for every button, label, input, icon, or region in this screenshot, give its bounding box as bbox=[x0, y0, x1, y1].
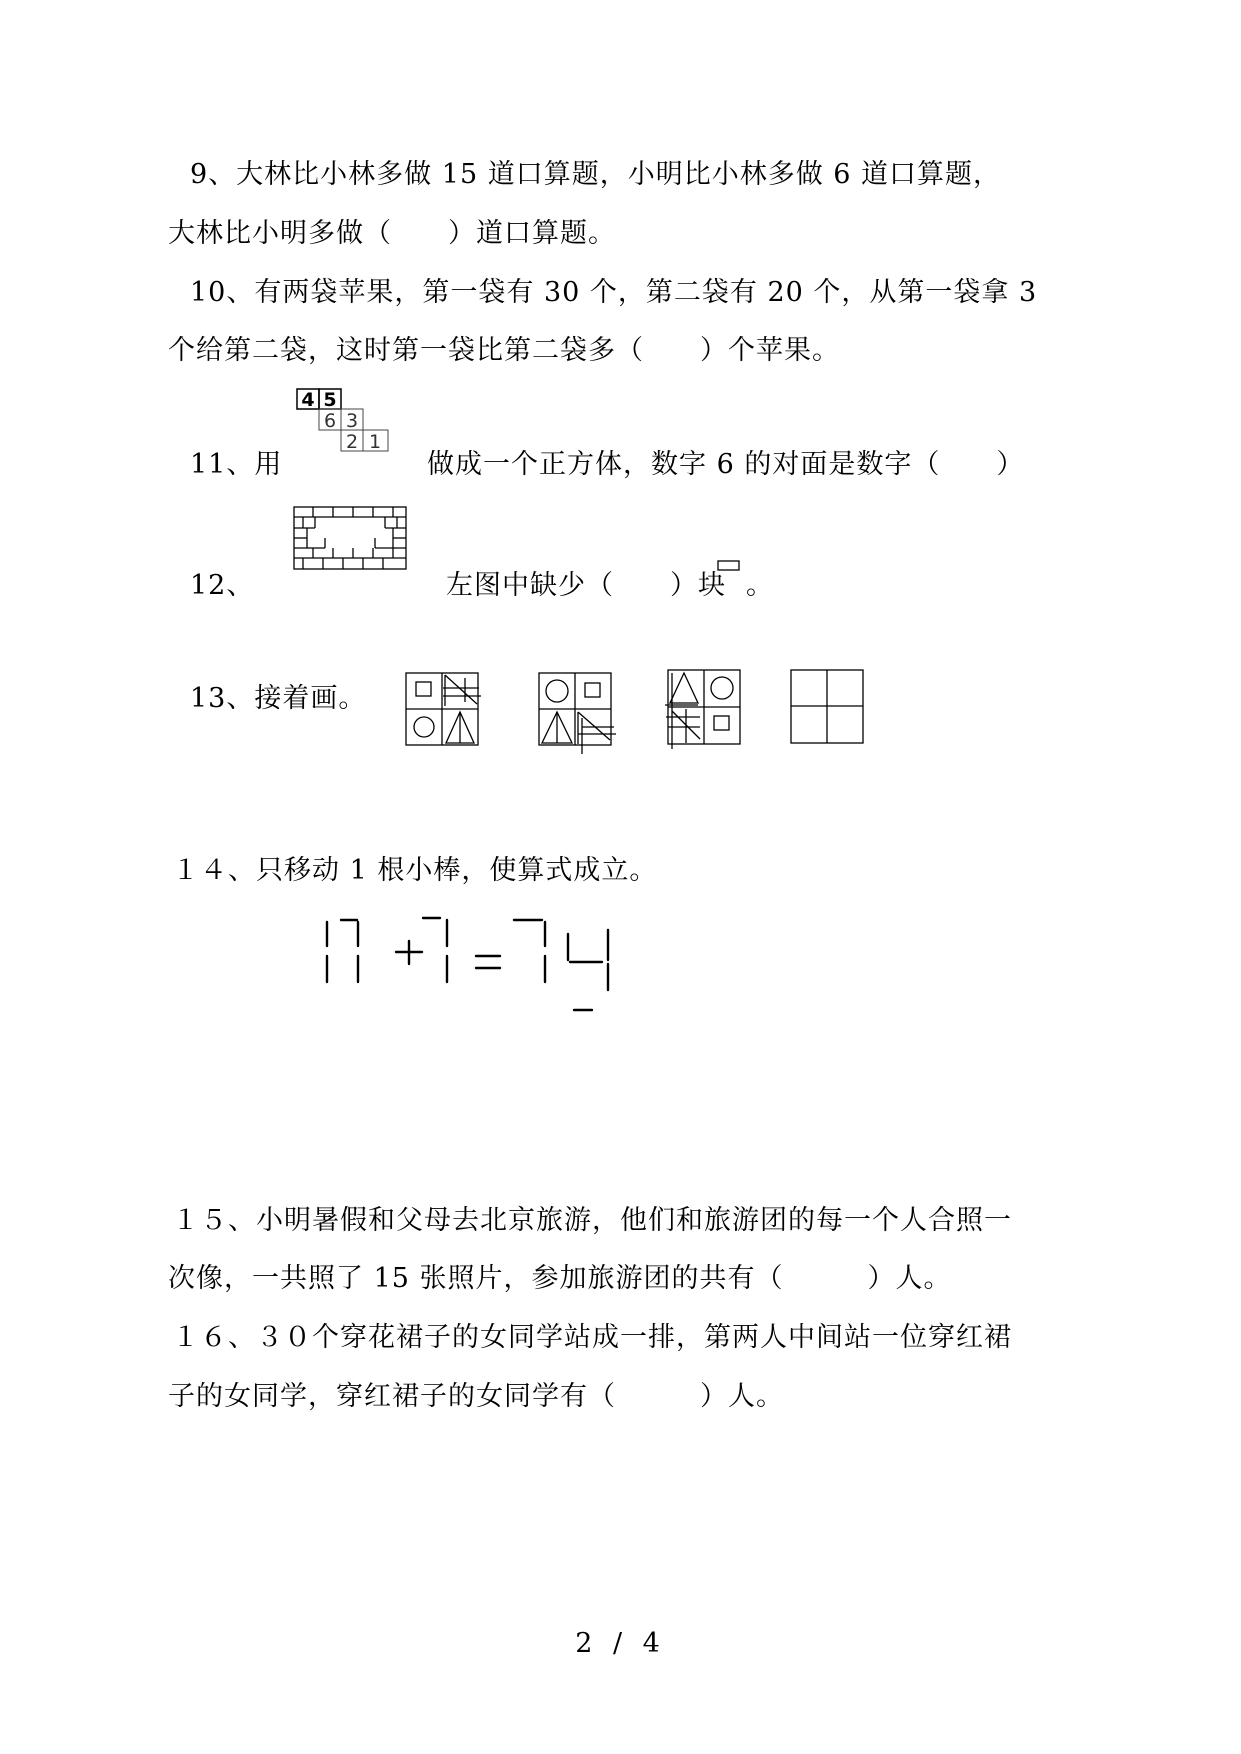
q12-end: 。 bbox=[746, 570, 774, 601]
brick-wall-figure bbox=[293, 506, 407, 570]
matchstick-equation-figure bbox=[318, 910, 618, 1020]
q14-text: １４、只移动 1 根小棒，使算式成立。 bbox=[172, 855, 658, 886]
net-digit-2: 2 bbox=[345, 431, 359, 453]
brick-icon bbox=[717, 560, 741, 572]
q12-text: 左图中缺少（ ）块 bbox=[446, 570, 726, 601]
q11-suffix: 做成一个正方体，数字 6 的对面是数字（ ） bbox=[427, 449, 1025, 480]
net-digit-1: 1 bbox=[368, 431, 382, 453]
q12-prefix: 12、 bbox=[190, 570, 255, 601]
q10-line1: 10、有两袋苹果，第一袋有 30 个，第二袋有 20 个，从第一袋拿 3 bbox=[190, 277, 1038, 308]
page-number: 2 / 4 bbox=[575, 1628, 666, 1659]
net-digit-5: 5 bbox=[323, 389, 337, 411]
net-digit-6: 6 bbox=[323, 410, 337, 432]
q9-line2: 大林比小明多做（ ）道口算题。 bbox=[168, 218, 616, 249]
q15-line2: 次像，一共照了 15 张照片，参加旅游团的共有（ ）人。 bbox=[168, 1263, 952, 1294]
net-digit-3: 3 bbox=[345, 410, 359, 432]
cube-net-figure bbox=[296, 388, 396, 454]
pattern-grid-2 bbox=[538, 672, 620, 758]
pattern-grid-1 bbox=[405, 672, 487, 748]
pattern-grid-3 bbox=[664, 669, 746, 753]
q13-text: 13、接着画。 bbox=[190, 683, 367, 714]
q16-line2: 子的女同学，穿红裙子的女同学有（ ）人。 bbox=[168, 1381, 784, 1412]
net-digit-4: 4 bbox=[301, 389, 315, 411]
q16-line1: １６、３０个穿花裙子的女同学站成一排，第两人中间站一位穿红裙 bbox=[172, 1322, 1012, 1353]
pattern-grid-empty bbox=[790, 669, 864, 745]
q10-line2: 个给第二袋，这时第一袋比第二袋多（ ）个苹果。 bbox=[168, 335, 840, 366]
q11-prefix: 11、用 bbox=[190, 449, 283, 480]
q15-line1: １５、小明暑假和父母去北京旅游，他们和旅游团的每一个人合照一 bbox=[172, 1205, 1012, 1236]
q9-line1: 9、大林比小林多做 15 道口算题，小明比小林多做 6 道口算题， bbox=[190, 159, 1002, 190]
